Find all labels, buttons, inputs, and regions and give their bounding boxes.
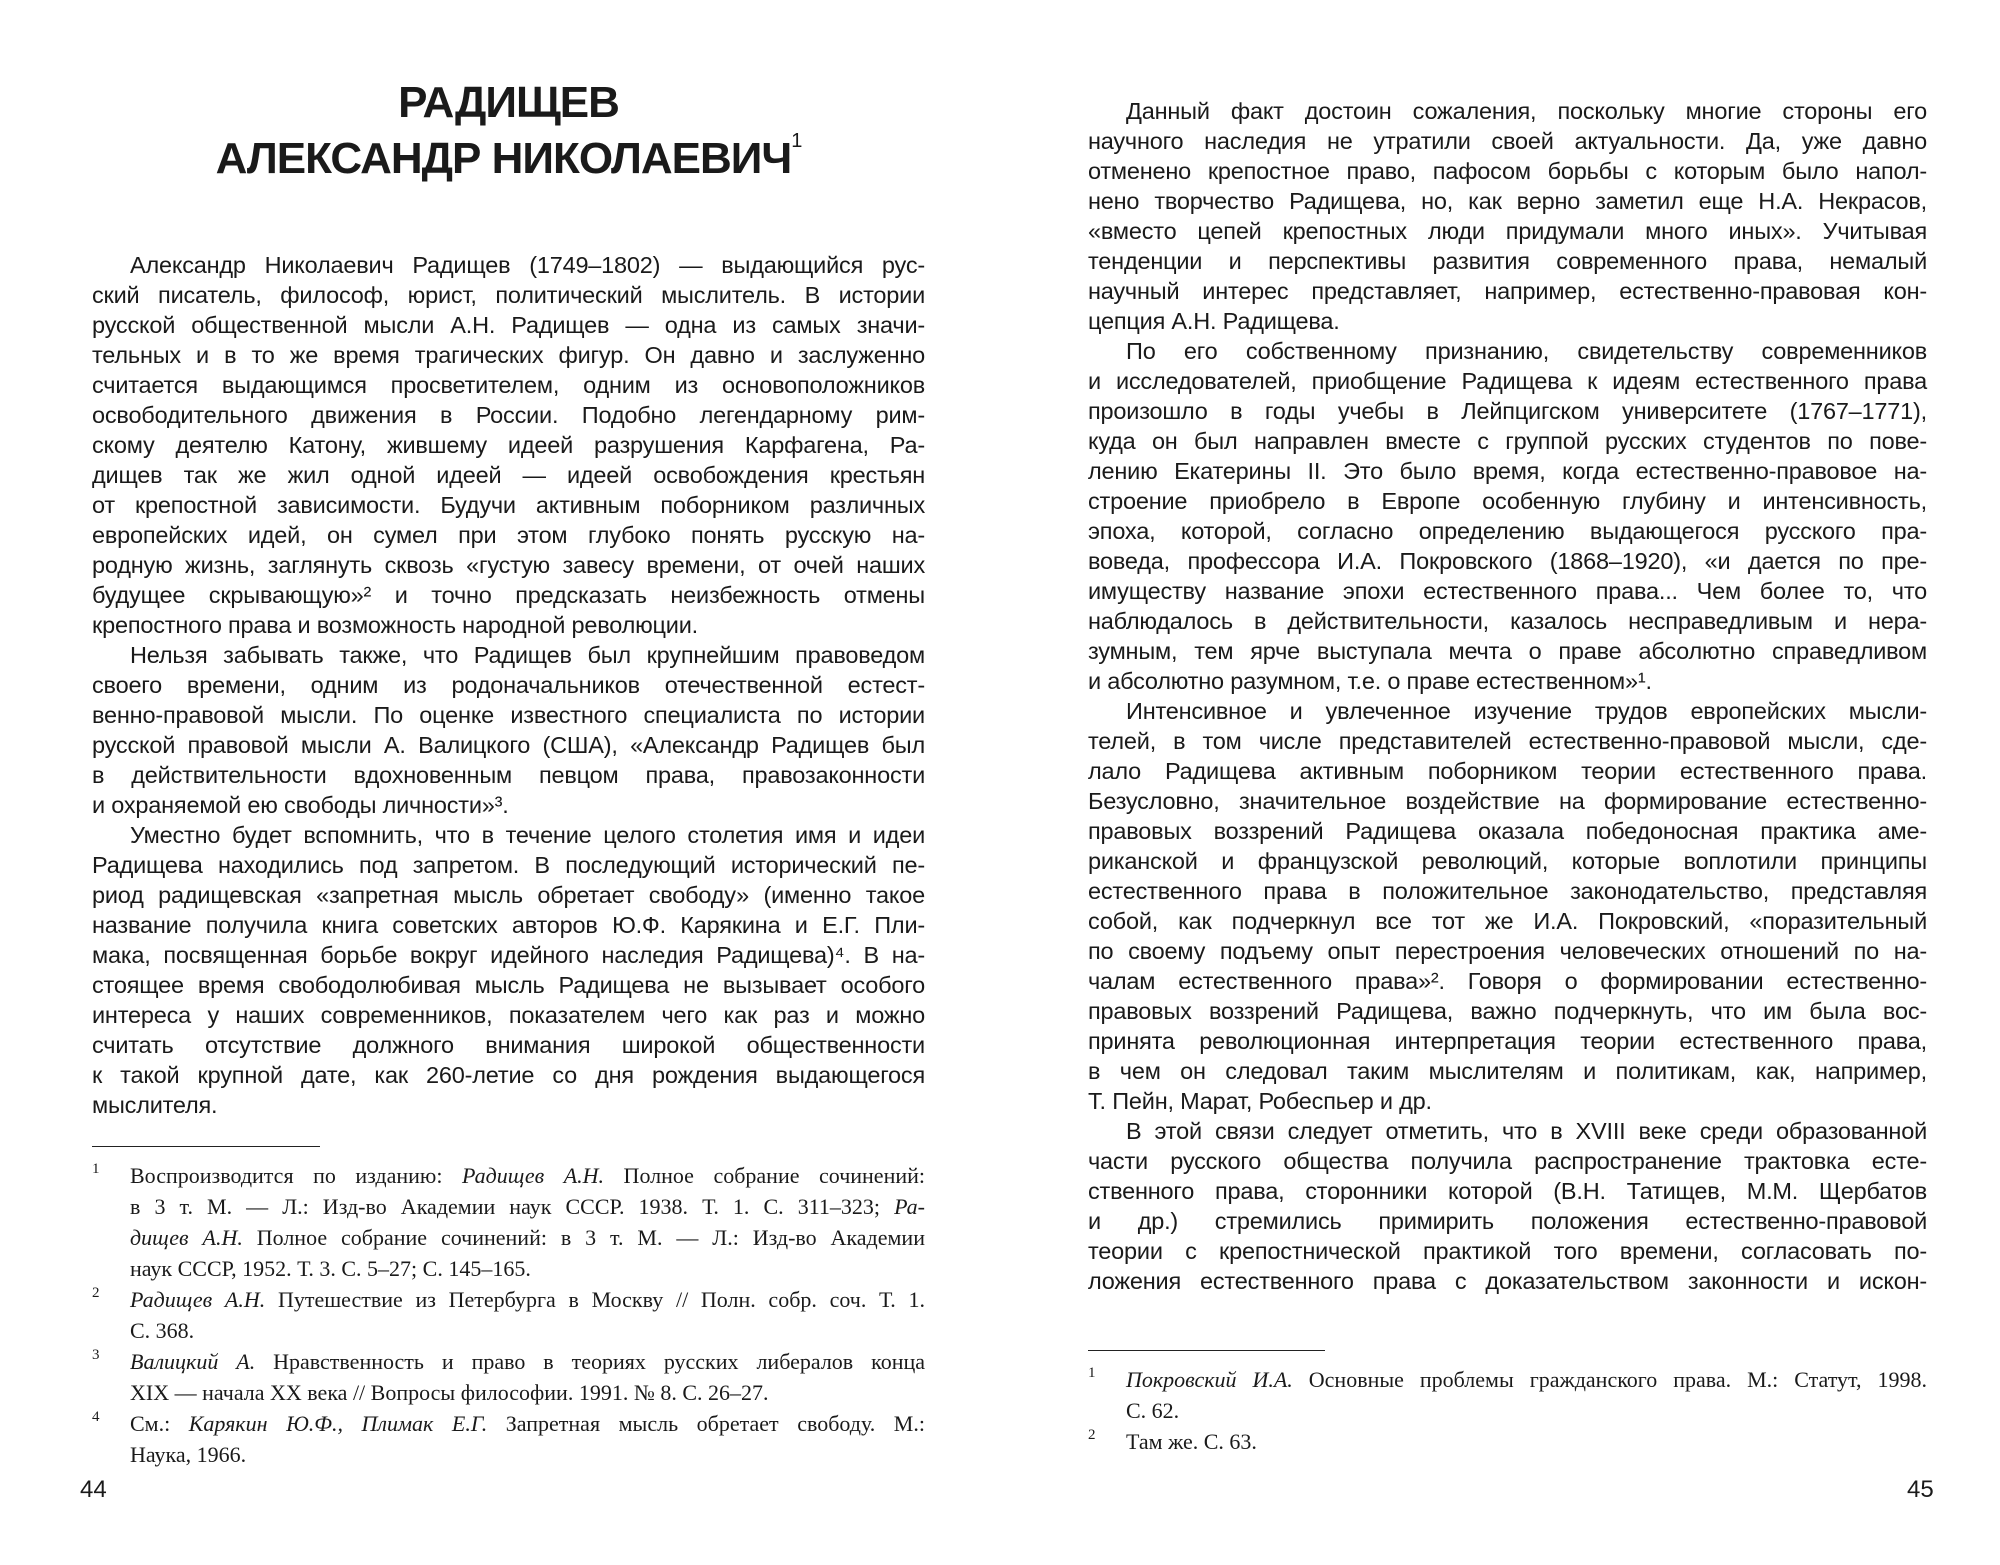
footnote-text: Основные проблемы гражданского права. М.: Статут, 1998. [1292, 1367, 1927, 1392]
text-line: венно-правовой мысли. По оценке известного специалиста по истории [92, 702, 925, 728]
text-line: освободительного движения в России. Подобно легендарному рим- [92, 402, 925, 428]
footnote-text: Запретная мысль обретает свободу. М.: [487, 1411, 925, 1436]
text-line: Т. Пейн, Марат, Робеспьер и др. [1088, 1088, 1432, 1114]
body-text [1088, 96, 1927, 1296]
text-line: русской общественной мысли А.Н. Радищев — одна из самых значи- [92, 312, 925, 338]
text-line: цепция А.Н. Радищева. [1088, 308, 1340, 334]
right-page [1000, 0, 2000, 1565]
body-text [92, 250, 925, 1120]
text-line: Уместно будет вспомнить, что в течение целого столетия имя и идеи [130, 822, 925, 848]
footnote-author: Карякин Ю.Ф., Плимак Е.Г. [188, 1411, 488, 1436]
footnote-number: 1 [1088, 1365, 1096, 1381]
footnote-text: См.: [130, 1411, 189, 1436]
footnote [92, 1408, 925, 1470]
text-line: правовых воззрений Радищева оказала победоносная практика аме- [1088, 818, 1927, 844]
text-line: мыслителя. [92, 1092, 218, 1118]
footnote-number: 2 [1088, 1427, 1096, 1443]
text-line: тенденции и перспективы развития современного права, немалый [1088, 248, 1927, 274]
paragraph [92, 820, 925, 1120]
footnote [1088, 1426, 1927, 1457]
footnote-number: 3 [92, 1347, 100, 1363]
footnote-divider [1088, 1350, 1325, 1351]
footnote-text: Воспроизводится по изданию: [130, 1163, 462, 1188]
footnote-text: в 3 т. М. — Л.: Изд-во Академии наук СССР. 1938. Т. 1. С. 311–323; [130, 1194, 895, 1219]
text-line: риканской и французской революций, которые воплотили принципы [1088, 848, 1927, 874]
text-line: теории с крепостнической практикой того времени, согласовать по- [1088, 1238, 1927, 1264]
footnote-text: С. 62. [1126, 1398, 1180, 1423]
chapter-title-name [92, 130, 925, 184]
footnote-author: Ра- [894, 1194, 925, 1219]
text-line: В этой связи следует отметить, что в XVIII веке среди образованной [1126, 1118, 1927, 1144]
footnote-author: дищев А.Н. [130, 1225, 243, 1250]
footnote-line [92, 1222, 925, 1253]
text-line: произошло в годы учебы в Лейпцигском университете (1767–1771), [1088, 398, 1927, 424]
text-line: зумным, тем ярче выступала мечта о праве абсолютно справедливом [1088, 638, 1927, 664]
text-line: интереса у наших современников, показателем чего как раз и можно [92, 1002, 925, 1028]
footnote-line [92, 1253, 925, 1284]
text-line: ственного права, сторонники которой (В.Н. Татищев, М.М. Щербатов [1088, 1178, 1927, 1204]
footnote-line [92, 1408, 925, 1439]
footnote-line [92, 1315, 925, 1346]
text-line: крепостного права и возможность народной революции. [92, 612, 698, 638]
footnote-line [1088, 1364, 1927, 1395]
paragraph [92, 250, 925, 640]
text-line: лению Екатерины II. Это было время, когда естественно-правовое на- [1088, 458, 1927, 484]
text-line: ложения естественного права с доказательством законности и искон- [1088, 1268, 1927, 1294]
paragraph [1088, 1116, 1927, 1296]
footnote-author: Покровский И.А. [1126, 1367, 1293, 1392]
text-line: собой, как подчеркнул все тот же И.А. Покровский, «поразительный [1088, 908, 1927, 934]
text-line: По его собственному признанию, свидетельству современников [1126, 338, 1927, 364]
text-line: части русского общества получила распространение трактовка есте- [1088, 1148, 1927, 1174]
text-line: лало Радищева активным поборником теории естественного права. [1088, 758, 1927, 784]
text-line: европейских идей, он сумел при этом глубоко понять русскую на- [92, 522, 925, 548]
text-line: к такой крупной дате, как 260-летие со дня рождения выдающегося [92, 1062, 925, 1088]
footnote-number: 2 [92, 1285, 100, 1301]
text-line: скому деятелю Катону, жившему идеей разрушения Карфагена, Ра- [92, 432, 925, 458]
text-line: родную жизнь, заглянуть сквозь «густую завесу времени, от очей наших [92, 552, 925, 578]
text-line: считается выдающимся просветителем, одним из основоположников [92, 372, 925, 398]
text-line: считать отсутствие должного внимания широкой общественности [92, 1032, 925, 1058]
text-line: Александр Николаевич Радищев (1749–1802) — выдающийся рус- [130, 252, 925, 278]
text-line: в чем он следовал таким мыслителям и политикам, как, например, [1088, 1058, 1927, 1084]
text-line: строение приобрело в Европе особенную глубину и интенсивность, [1088, 488, 1927, 514]
footnote-text: Полное собрание сочинений: в 3 т. М. — Л.: Изд-во Академии [242, 1225, 925, 1250]
text-line: правовых воззрений Радищева, важно подчеркнуть, что им была вос- [1088, 998, 1927, 1024]
text-line: и абсолютно разумном, т.е. о праве естественном»¹. [1088, 668, 1652, 694]
text-line: по своему подъему опыт перестроения человеческих отношений по на- [1088, 938, 1927, 964]
footnote-text: Полное собрание сочинений: [604, 1163, 926, 1188]
text-line: от крепостной зависимости. Будучи активным поборником различных [92, 492, 925, 518]
paragraph [1088, 336, 1927, 696]
text-line: телей, в том числе представителей естественно-правовой мысли, сде- [1088, 728, 1927, 754]
text-line: риод радищевская «запретная мысль обретает свободу» (именно такое [92, 882, 925, 908]
footnote-text: наук СССР, 1952. Т. 3. С. 5–27; С. 145–165. [130, 1256, 531, 1281]
text-line: будущее скрывающую»² и точно предсказать неизбежность отмены [92, 582, 925, 608]
footnote [92, 1284, 925, 1346]
footnote [92, 1160, 925, 1284]
footnote-line [92, 1160, 925, 1191]
text-line: эпоха, которой, согласно определению выдающегося русского пра- [1088, 518, 1927, 544]
footnote-divider [92, 1146, 320, 1147]
footnote-author: Валицкий А. [130, 1349, 256, 1374]
footnote-line [1088, 1395, 1927, 1426]
text-line: научный интерес представляет, например, естественно-правовая кон- [1088, 278, 1927, 304]
footnote-number: 4 [92, 1409, 100, 1425]
text-line: Радищева находились под запретом. В последующий исторический пе- [92, 852, 925, 878]
text-line: наблюдалось в действительности, казалось несправедливым и нера- [1088, 608, 1927, 634]
footnote-text: С. 368. [130, 1318, 195, 1343]
text-line: дищев так же жил одной идеей — идеей освобождения крестьян [92, 462, 925, 488]
footnote-line [92, 1191, 925, 1222]
text-line: своего времени, одним из родоначальников отечественной естест- [92, 672, 925, 698]
text-line: воведа, профессора И.А. Покровского (1868–1920), «и дается по пре- [1088, 548, 1927, 574]
footnotes [92, 1160, 925, 1470]
paragraph [1088, 696, 1927, 1116]
footnote-line [1088, 1426, 1927, 1457]
chapter-title-surname: РАДИЩЕВ [398, 78, 619, 127]
footnote-line [92, 1377, 925, 1408]
footnote-line [92, 1284, 925, 1315]
footnote-author: Радищев А.Н. [462, 1163, 605, 1188]
footnote-text: XIX — начала XX века // Вопросы философии. 1991. № 8. С. 26–27. [130, 1380, 769, 1405]
text-line: русской правовой мысли А. Валицкого (США), «Александр Радищев был [92, 732, 925, 758]
text-line: и др.) стремились примирить положения естественно-правовой [1088, 1208, 1927, 1234]
footnotes [1088, 1364, 1927, 1457]
text-line: название получила книга советских авторов Ю.Ф. Карякина и Е.Г. Пли- [92, 912, 925, 938]
footnote-ref: 1 [791, 130, 802, 152]
footnote-text: Путешествие из Петербурга в Москву // Полн. собр. соч. Т. 1. [265, 1287, 925, 1312]
footnote-author: Радищев А.Н. [130, 1287, 266, 1312]
text-line: и исследователей, приобщение Радищева к идеям естественного права [1088, 368, 1927, 394]
footnote-text: Там же. С. 63. [1126, 1429, 1257, 1454]
footnote-number: 1 [92, 1161, 100, 1177]
text-line: ский писатель, философ, юрист, политический мыслитель. В истории [92, 282, 925, 308]
text-line: в действительности вдохновенным певцом права, правозаконности [92, 762, 925, 788]
text-line: мака, посвященная борьбе вокруг идейного наследия Радищева)⁴. В на- [92, 942, 925, 968]
text-line: Интенсивное и увлеченное изучение трудов европейских мысли- [1126, 698, 1927, 724]
text-line: отменено крепостное право, пафосом борьбы с которым было напол- [1088, 158, 1927, 184]
text-line: естественного права в положительное законодательство, представляя [1088, 878, 1927, 904]
page-number: 45 [1907, 1476, 1934, 1503]
text-line: нено творчество Радищева, но, как верно заметил еще Н.А. Некрасов, [1088, 188, 1927, 214]
text-line: и охраняемой ею свободы личности»³. [92, 792, 509, 818]
text-line: имуществу название эпохи естественного права... Чем более то, что [1088, 578, 1927, 604]
footnote [1088, 1364, 1927, 1426]
footnote-text: Наука, 1966. [130, 1442, 247, 1467]
paragraph [1088, 96, 1927, 336]
text-line: принята революционная интерпретация теории естественного права, [1088, 1028, 1927, 1054]
text-line: стоящее время свободолюбивая мысль Радищева не вызывает особого [92, 972, 925, 998]
text-line: Данный факт достоин сожаления, поскольку многие стороны его [1126, 98, 1927, 124]
text-line: «вместо цепей крепостных люди придумали много иных». Учитывая [1088, 218, 1927, 244]
text-line: тельных и в то же время трагических фигур. Он давно и заслуженно [92, 342, 925, 368]
text-line: научного наследия не утратили своей актуальности. Да, уже давно [1088, 128, 1927, 154]
chapter-title-name-text: АЛЕКСАНДР НИКОЛАЕВИЧ [215, 134, 792, 183]
footnote [92, 1346, 925, 1408]
footnote-line [92, 1439, 925, 1470]
text-line: чалам естественного права»². Говоря о формировании естественно- [1088, 968, 1927, 994]
footnote-text: Нравственность и право в теориях русских либералов конца [255, 1349, 926, 1374]
paragraph [92, 640, 925, 820]
text-line: Безусловно, значительное воздействие на формирование естественно- [1088, 788, 1927, 814]
footnote-line [92, 1346, 925, 1377]
text-line: Нельзя забывать также, что Радищев был крупнейшим правоведом [130, 642, 925, 668]
text-line: куда он был направлен вместе с группой русских студентов по пове- [1088, 428, 1927, 454]
page-number: 44 [80, 1476, 107, 1503]
